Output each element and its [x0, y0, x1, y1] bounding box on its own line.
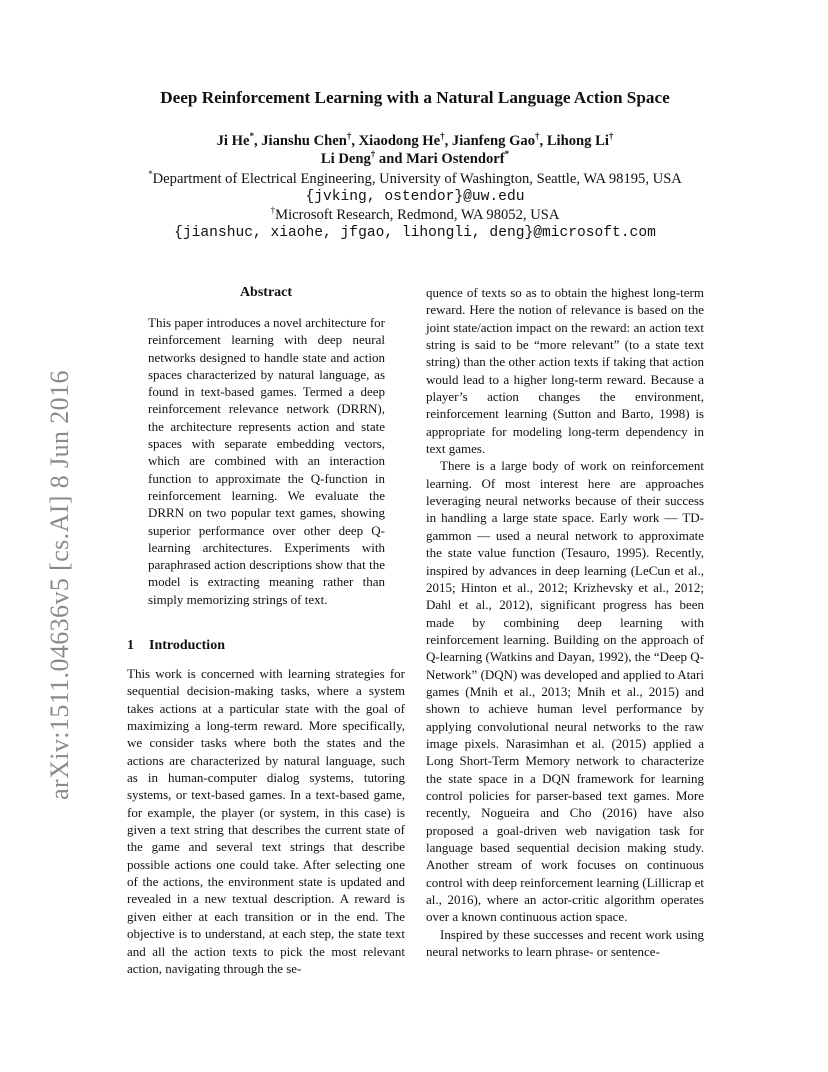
affiliation-uw [100, 170, 730, 188]
affiliation-ms [100, 206, 730, 224]
author-mark: † [608, 131, 614, 142]
author-conjunction: and [378, 151, 403, 167]
author-list [100, 132, 730, 168]
email-uw: {jvking, ostendor}@uw.edu [305, 189, 525, 205]
left-column [127, 665, 405, 977]
arxiv-identifier-text: arXiv:1511.04636v5 [cs.AI] 8 Jun 2016 [45, 370, 75, 800]
paragraph: This work is concerned with learning strategies for sequential decision-making tasks, where a system takes actions at a particular state with the goal of maximizing a long-term reward. More specifically, we consider tasks where both the states and the actions are characterized by natural language, such as in human-computer dialog systems, tutoring systems, or text-based games. In a text-based game, for example, the player (or system, in this case) is given a text string that describes the current state of the game and several text strings that describe possible actions one could take. After selecting one of the actions, the environment state is updated and revealed in a new textual description. A reward is given either at each transition or in the end. The objective is to understand, at each step, the state text and all the action texts to pick the most relevant action, navigating through the se- [127, 666, 405, 976]
author-line-1: Ji He*, Jianshu Chen†, Xiaodong He†, Jianfeng Gao†, Lihong Li† [216, 131, 614, 149]
author-mark: † [440, 131, 445, 142]
paragraph: There is a large body of work on reinforcement learning. Of most interest here are approaches leveraging neural networks because of their success in handling a large state space. Early work — TD-gammon — used a neural network to approximate the state value function (Tesauro, 1995). Recently, inspired by advances in deep learning (LeCun et al., 2015; Hinton et al., 2012; Krizhevsky et al., 2012; Dahl et al., 2012), significant progress has been made by combining deep learning with reinforcement learning. Building on the approach of Q-learning (Watkins and Dayan, 1992), the “Deep Q-Network” (DQN) was developed and applied to Atari games (Mnih et al., 2013; Mnih et al., 2015) and shown to achieve human level performance by applying convolutional neural networks to the raw image pixels. Narasimhan et al. (2015) applied a Long Short-Term Memory network to characterize the state space in a DQN framework for learning control policies for parser-based text games. More recently, Nogueira and Cho (2016) have also proposed a goal-driven web navigation task for language based sequential decision making study. Another stream of work focuses on continuous control with deep reinforcement learning (Lillicrap et al., 2016), where an actor-critic algorithm operates over a known continuous action space. [426, 458, 704, 925]
abstract-body [148, 314, 385, 608]
author-name: Ji He [216, 133, 250, 149]
author-mark: * [249, 131, 254, 142]
author-mark: † [346, 131, 352, 142]
abstract-heading: Abstract [239, 285, 293, 300]
paragraph: quence of texts so as to obtain the highest long-term reward. Here the notion of relevance is based on the joint state/action impact on the reward: an action text string is said to be “more relevant” (to a state text string) than the other action texts if taking that action would lead to a higher long-term reward. Because a player’s action changes the environment, reinforcement learning (Sutton and Barto, 1998) is appropriate for modeling long-term dependency in text games. [426, 285, 704, 457]
author-name: Lihong Li [546, 133, 609, 149]
affiliation-ms-text: Microsoft Research, Redmond, WA 98052, USA [275, 207, 560, 223]
section-title: Introduction [149, 638, 225, 653]
section-number: 1 [127, 638, 134, 653]
email-ms: {jianshuc, xiaohe, jfgao, lihongli, deng}@microsoft.com [174, 225, 656, 241]
affiliation-mark: † [270, 205, 276, 216]
abstract-text: This paper introduces a novel architecture for reinforcement learning with deep neural networks designed to handle state and action spaces characterized by natural language, as found in text-based games. Termed a deep reinforcement relevance network (DRRN), the architecture represents action and state spaces with separate embedding vectors, which are combined with an interaction function to approximate the Q-function in reinforcement learning. We evaluate the DRRN on two popular text games, showing superior performance over other deep Q-learning architectures. Experiments with paraphrased action descriptions show that the model is extracting meaning rather than simply memorizing strings of text. [148, 315, 385, 607]
author-mark: * [504, 149, 510, 160]
affiliations [100, 170, 730, 242]
affiliation-mark: * [148, 169, 153, 180]
author-mark: † [535, 131, 540, 142]
affiliation-uw-text: Department of Electrical Engineering, University of Washington, Seattle, WA 98195, USA [152, 171, 682, 187]
author-name: Xiaodong He [358, 133, 441, 149]
paper-title: Deep Reinforcement Learning with a Natural Language Action Space [160, 88, 670, 107]
paragraph: Inspired by these successes and recent work using neural networks to learn phrase- or sentence- [426, 926, 704, 960]
author-name: Jianfeng Gao [451, 133, 536, 149]
author-name: Li Deng [320, 151, 371, 167]
section-heading [127, 638, 405, 654]
author-name: Jianshu Chen [261, 133, 347, 149]
arxiv-identifier [30, 350, 90, 820]
author-name: Mari Ostendorf [406, 151, 505, 167]
right-column [426, 284, 704, 960]
author-line-2 [100, 150, 730, 168]
author-mark: † [370, 149, 376, 160]
